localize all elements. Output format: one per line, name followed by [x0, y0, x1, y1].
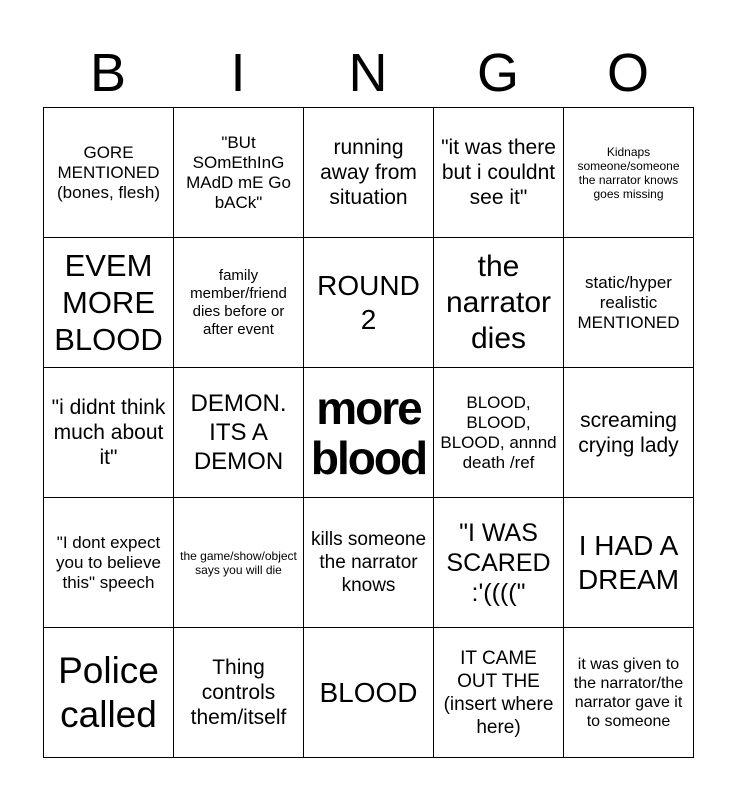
bingo-cell-text: Thing controls them/itself [190, 656, 287, 729]
bingo-cell[interactable] [564, 498, 694, 628]
header-letter-b: B [89, 43, 127, 103]
bingo-grid [43, 107, 694, 758]
bingo-cell-text: BLOOD [319, 676, 418, 708]
bingo-cell-text: "i didnt think much about it" [51, 396, 166, 469]
bingo-cell[interactable] [44, 628, 174, 758]
bingo-cell-text: Police called [58, 649, 159, 735]
bingo-cell[interactable] [564, 108, 694, 238]
bingo-cell[interactable] [44, 238, 174, 368]
bingo-cell-text: kills someone the narrator knows [310, 529, 427, 596]
bingo-cell-text: GORE MENTIONED (bones, flesh) [57, 142, 160, 202]
bingo-cell[interactable] [434, 498, 564, 628]
bingo-cell-text: EVEM MORE BLOOD [54, 248, 163, 357]
bingo-cell[interactable] [304, 628, 434, 758]
bingo-cell[interactable] [304, 498, 434, 628]
bingo-cell-text: IT CAME OUT THE (insert where here) [443, 647, 554, 738]
bingo-cell[interactable] [44, 498, 174, 628]
bingo-cell[interactable] [44, 108, 174, 238]
bingo-cell[interactable] [174, 108, 304, 238]
bingo-cell-text: ROUND 2 [317, 269, 420, 335]
bingo-cell[interactable] [44, 368, 174, 498]
header-letter-i: I [230, 43, 246, 103]
bingo-cell-text: more blood [310, 381, 427, 484]
bingo-cell-text: it was given to the narrator/the narrator gave it to someone [573, 655, 684, 730]
bingo-cell[interactable] [434, 108, 564, 238]
bingo-cell-text: "BUt SOmEthInG MAdD mE Go bACk" [186, 132, 291, 212]
header-letter-o: O [606, 43, 649, 103]
bingo-cell-text: the game/show/object says you will die [180, 548, 297, 577]
bingo-cell[interactable] [564, 368, 694, 498]
bingo-cell[interactable] [304, 108, 434, 238]
bingo-cell[interactable] [434, 238, 564, 368]
bingo-cell-text: "I WAS SCARED :'((((" [446, 518, 551, 607]
bingo-header [43, 40, 693, 106]
bingo-cell[interactable] [174, 498, 304, 628]
bingo-cell[interactable] [434, 368, 564, 498]
bingo-cell[interactable] [174, 368, 304, 498]
bingo-cell-text: the narrator dies [445, 249, 552, 355]
bingo-cell-text: Kidnaps someone/someone the narrator knows goes missing [577, 144, 680, 201]
bingo-cell[interactable] [564, 628, 694, 758]
bingo-cell-text: screaming crying lady [578, 408, 679, 457]
header-letter-g: G [476, 43, 519, 103]
bingo-cell-text: DEMON. ITS A DEMON [190, 390, 287, 475]
header-letter-n: N [348, 43, 388, 103]
bingo-cell-text: BLOOD, BLOOD, BLOOD, annnd death /ref [440, 392, 557, 472]
bingo-cell[interactable] [304, 238, 434, 368]
bingo-cell[interactable] [174, 628, 304, 758]
bingo-cell-text: running away from situation [320, 136, 417, 209]
bingo-cell-free[interactable] [304, 368, 434, 498]
bingo-cell[interactable] [434, 628, 564, 758]
bingo-cell-text: static/hyper realistic MENTIONED [577, 272, 680, 332]
bingo-cell-text: "I dont expect you to believe this" speech [56, 532, 161, 592]
bingo-cell[interactable] [174, 238, 304, 368]
bingo-cell[interactable] [564, 238, 694, 368]
bingo-cell-text: I HAD A DREAM [577, 529, 680, 595]
bingo-cell-text: family member/friend dies before or after event [190, 266, 287, 338]
bingo-cell-text: "it was there but i couldnt see it" [441, 136, 556, 209]
